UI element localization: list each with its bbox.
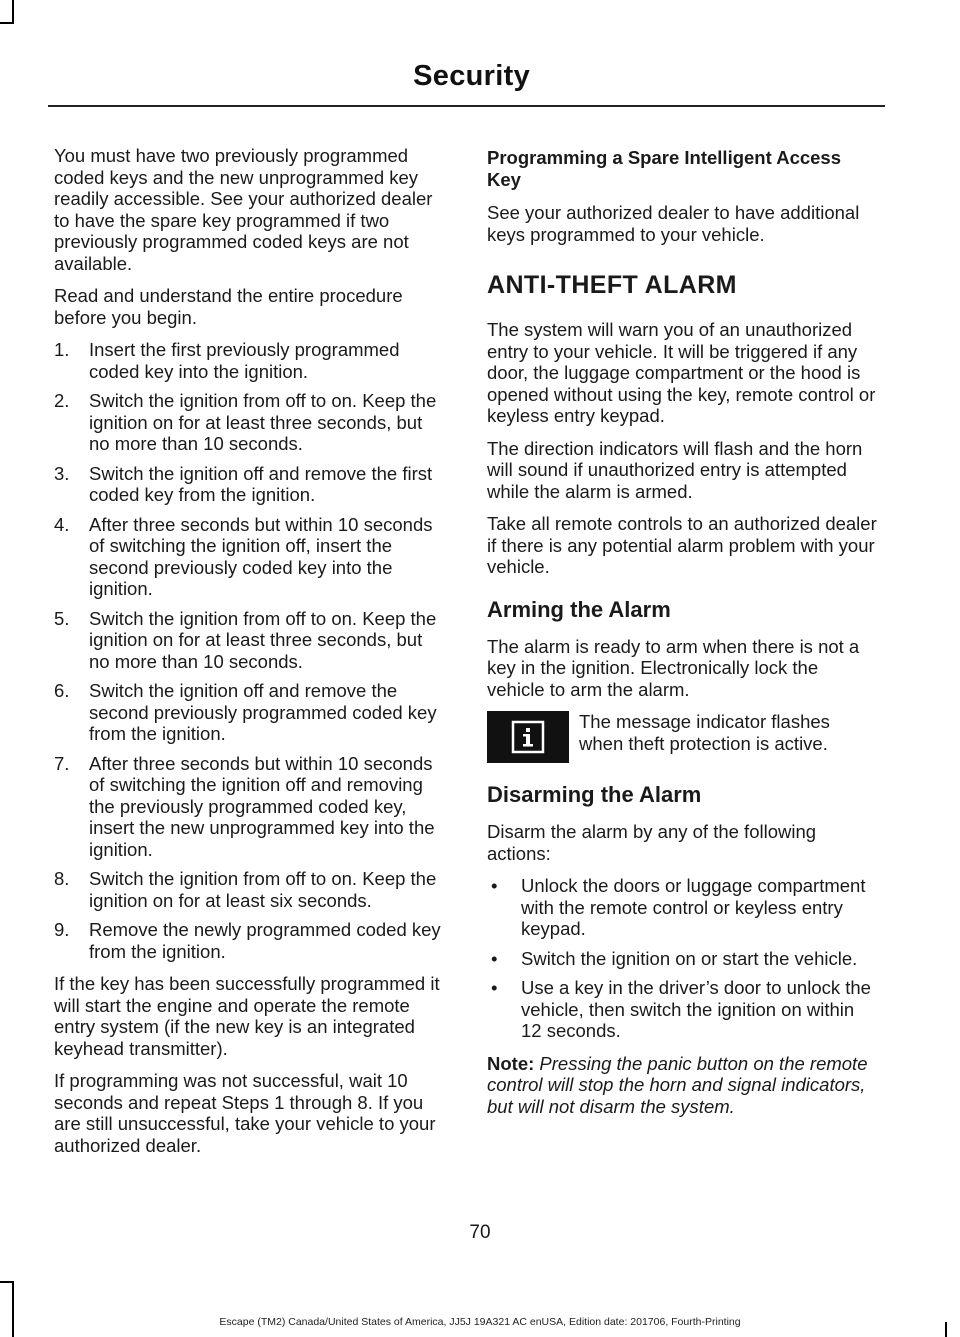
step-text: Switch the ignition from off to on. Keep the ignition on for at least three seconds, but no more than 10 seconds. xyxy=(89,390,437,454)
read-procedure-paragraph: Read and understand the entire procedure before you begin. xyxy=(54,285,403,328)
step-number: 6. xyxy=(54,680,70,701)
list-item xyxy=(54,514,446,600)
crop-mark-bottom-left-h xyxy=(0,1281,14,1283)
note-label: Note: xyxy=(487,1052,535,1074)
list-item xyxy=(487,948,879,970)
step-text: Switch the ignition from off to on. Keep the ignition on for at least three seconds, but no more than 10 seconds. xyxy=(89,607,437,672)
section-title: ANTI-THEFT ALARM xyxy=(487,271,737,299)
failure-paragraph: If programming was not successful, wait 10 seconds and repeat Steps 1 through 8. If you are still unsuccessful, take your vehicle to your authorized dealer. xyxy=(54,1070,436,1156)
spare-key-paragraph: See your authorized dealer to have additional keys programmed to your vehicle. xyxy=(487,202,860,245)
step-number: 7. xyxy=(54,752,70,774)
header-divider xyxy=(48,105,885,107)
crop-mark-top-left-h xyxy=(0,22,14,24)
list-item xyxy=(54,390,446,455)
step-text: Switch the ignition from off to on. Keep the ignition on for at least six seconds. xyxy=(89,868,437,911)
bullet-text: Use a key in the driver’s door to unlock the vehicle, then switch the ignition on within 12 seconds. xyxy=(521,977,871,1041)
list-item xyxy=(54,919,446,962)
message-indicator-text: The message indicator flashes when theft protection is active. xyxy=(579,711,830,754)
disarming-paragraph: Disarm the alarm by any of the following actions: xyxy=(487,821,817,864)
alarm-paragraph-1: The system will warn you of an unauthorized entry to your vehicle. It will be triggered if any door, the luggage compartment or the hood is opened without using the key, remote control or keyless entry keypad. xyxy=(487,319,876,426)
step-text: Remove the newly programmed coded key from the ignition. xyxy=(89,919,441,962)
step-text: Switch the ignition off and remove the first coded key from the ignition. xyxy=(89,462,433,505)
page-number: 70 xyxy=(469,1222,491,1243)
step-text: Switch the ignition off and remove the second previously programmed coded key from the ignition. xyxy=(89,680,437,744)
step-number: 4. xyxy=(54,513,70,535)
step-number: 3. xyxy=(54,462,70,484)
left-column xyxy=(54,145,446,1167)
note-text: Pressing the panic button on the remote control will stop the horn and signal indicators, but will not disarm the system. xyxy=(487,1052,868,1117)
step-number: 2. xyxy=(54,390,70,411)
step-number: 8. xyxy=(54,868,70,889)
spare-key-heading: Programming a Spare Intelligent Access Key xyxy=(487,147,842,190)
alarm-paragraph-2: The direction indicators will flash and the horn will sound if unauthorized entry is attempted while the alarm is armed. xyxy=(487,437,863,502)
programming-steps-list xyxy=(54,339,446,962)
disarm-actions-list xyxy=(487,875,879,1042)
bullet-marker: • xyxy=(491,977,498,998)
bullet-marker: • xyxy=(491,875,498,896)
step-number: 5. xyxy=(54,607,70,629)
page-footer: Escape (TM2) Canada/United States of America, JJ5J 19A321 AC enUSA, Edition date: 201706, Fourth-Printing xyxy=(219,1316,741,1328)
step-text: After three seconds but within 10 seconds of switching the ignition off, insert the second previously coded key into the ignition. xyxy=(89,513,433,599)
arming-heading: Arming the Alarm xyxy=(487,596,671,622)
step-text: Insert the first previously programmed coded key into the ignition. xyxy=(89,339,400,382)
right-column xyxy=(487,145,879,1128)
intro-paragraph: You must have two previously programmed coded keys and the new unprogrammed key readily accessible. See your authorized dealer to have the spare key programmed if two previously programmed coded keys are not available. xyxy=(54,145,433,274)
page-header-title: Security xyxy=(413,60,530,92)
list-item xyxy=(54,339,446,382)
note-paragraph xyxy=(487,1053,879,1118)
crop-mark-bottom-left xyxy=(12,1282,14,1337)
step-number: 1. xyxy=(54,339,70,360)
info-icon xyxy=(487,711,569,763)
disarming-heading: Disarming the Alarm xyxy=(487,782,702,807)
list-item xyxy=(54,463,446,506)
crop-mark-top-left xyxy=(12,0,14,22)
list-item xyxy=(54,680,446,745)
success-paragraph: If the key has been successfully programmed it will start the engine and operate the remote entry system (if the new key is an integrated keyhead transmitter). xyxy=(54,973,440,1059)
bullet-text: Unlock the doors or luggage compartment with the remote control or keyless entry keypad. xyxy=(521,875,866,939)
step-number: 9. xyxy=(54,919,70,940)
arming-paragraph: The alarm is ready to arm when there is not a key in the ignition. Electronically lock the vehicle to arm the alarm. xyxy=(487,635,860,700)
bullet-marker: • xyxy=(491,947,498,969)
list-item xyxy=(54,868,446,911)
list-item xyxy=(54,753,446,861)
alarm-paragraph-3: Take all remote controls to an authorized dealer if there is any potential alarm problem with your vehicle. xyxy=(487,513,877,577)
step-text: After three seconds but within 10 seconds of switching the ignition off and removing the previously programmed coded key, insert the new unprogrammed key into the ignition. xyxy=(89,752,435,860)
list-item xyxy=(54,608,446,673)
list-item xyxy=(487,977,879,1042)
bullet-text: Switch the ignition on or start the vehicle. xyxy=(521,947,858,969)
message-indicator-row xyxy=(487,711,879,763)
list-item xyxy=(487,875,879,940)
